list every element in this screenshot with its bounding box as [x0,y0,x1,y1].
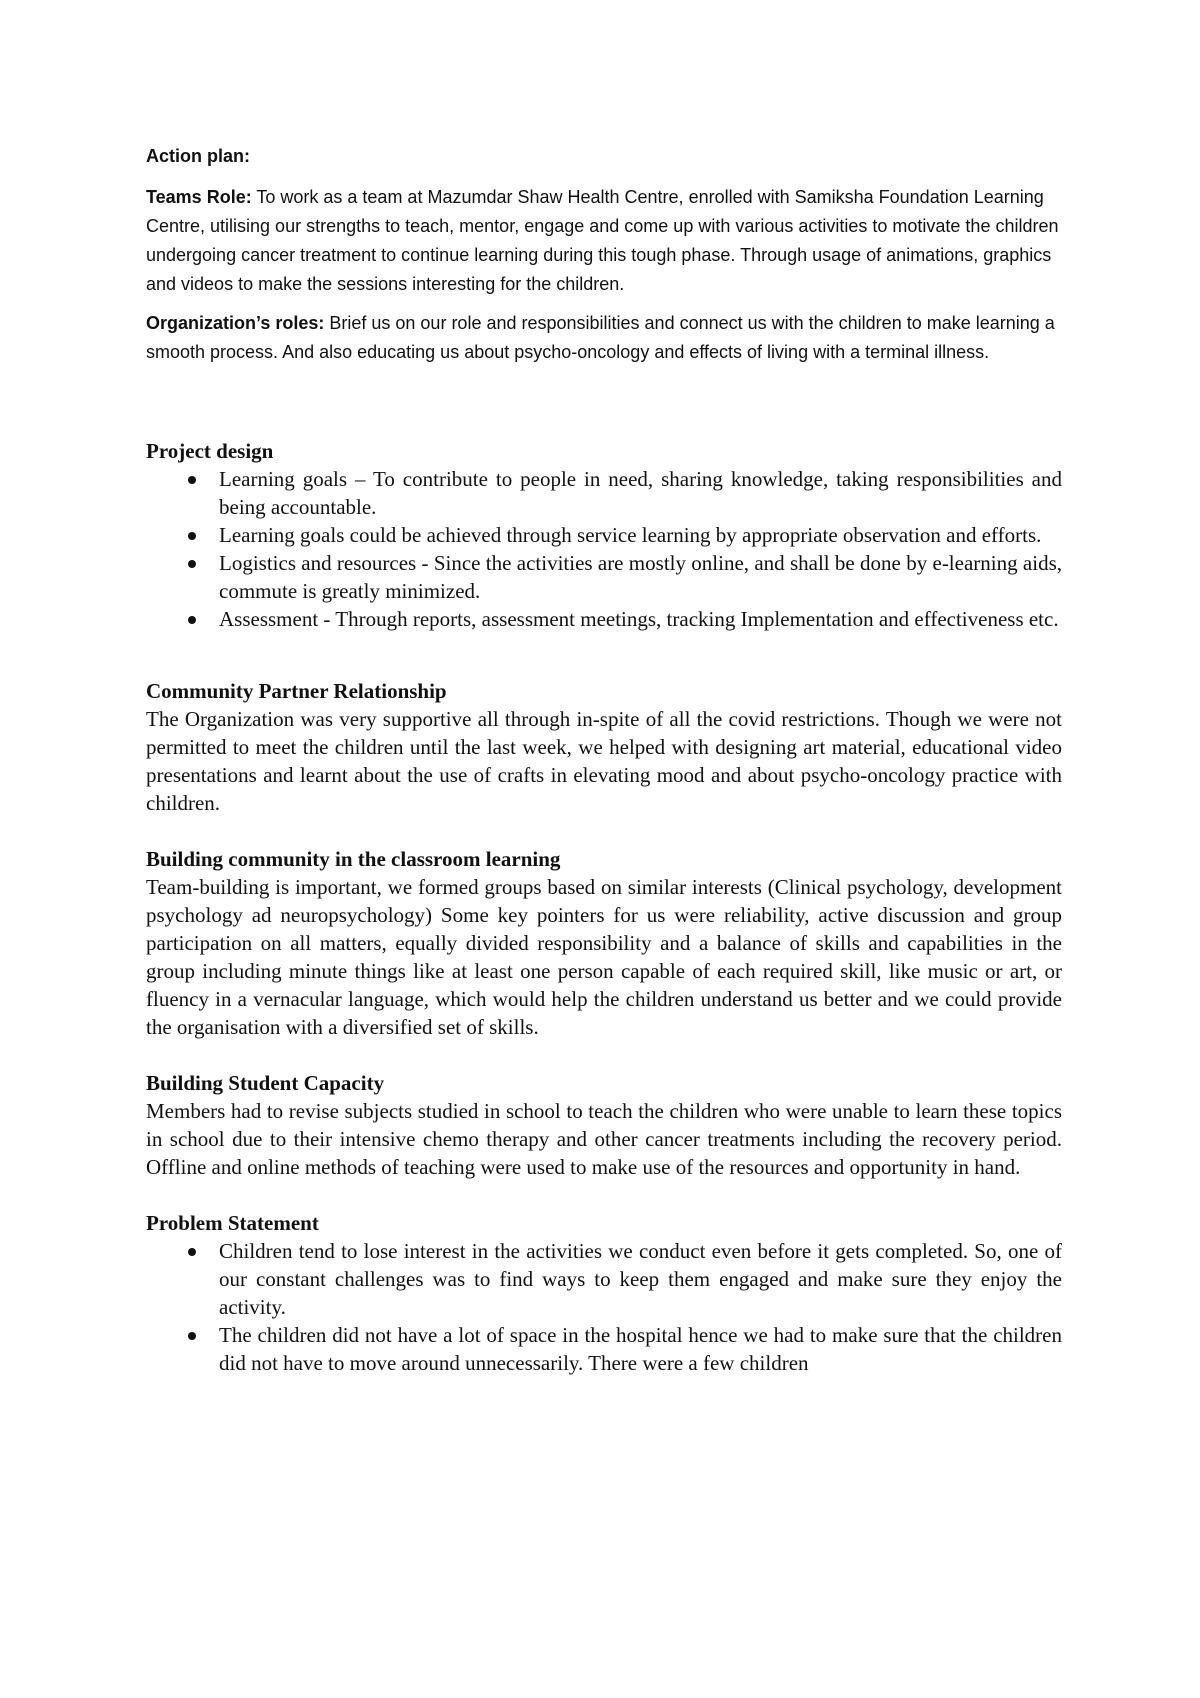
list-item-text: The children did not have a lot of space in the hospital hence we had to make sure that the children did not have to move around unnecessarily. There were a few children [219,1323,1062,1375]
community-partner-section [146,677,1062,817]
action-plan-section [146,142,1062,367]
project-design-list [146,465,1062,633]
list-item [146,549,1062,605]
problem-statement-heading: Problem Statement [146,1211,319,1235]
building-community-section [146,845,1062,1041]
organization-roles-text: Brief us on our role and responsibilities and connect us with the children to make learning a smooth process. And also educating us about psycho-oncology and effects of living with a terminal illness. [146,313,1055,362]
community-partner-text: The Organization was very supportive all through in-spite of all the covid restrictions. Though we were not permitted to meet the children until the last week, we helped with designing art material, educational video presentations and learnt about the use of crafts in elevating mood and about psycho-oncology practice with children. [146,707,1062,815]
building-community-heading: Building community in the classroom learning [146,847,561,871]
bullet-icon [188,476,196,484]
problem-statement-section [146,1209,1062,1377]
organization-roles-paragraph [146,309,1062,367]
problem-statement-list [146,1237,1062,1377]
building-capacity-text: Members had to revise subjects studied in school to teach the children who were unable to learn these topics in school due to their intensive chemo therapy and other cancer treatments including the recovery period. Offline and online methods of teaching were used to make use of the resources and opportunity in hand. [146,1099,1062,1179]
building-capacity-heading: Building Student Capacity [146,1071,385,1095]
project-design-heading: Project design [146,439,274,463]
list-item [146,1237,1062,1321]
bullet-icon [188,1332,196,1340]
teams-role-paragraph [146,183,1062,299]
list-item-text: Logistics and resources - Since the activities are mostly online, and shall be done by e-learning aids, commute is greatly minimized. [219,551,1062,603]
bullet-icon [188,532,196,540]
list-item [146,605,1062,633]
list-item [146,465,1062,521]
bullet-icon [188,616,196,624]
list-item [146,521,1062,549]
list-item-text: Assessment - Through reports, assessment meetings, tracking Implementation and effectiveness etc. [219,607,1059,631]
list-item-text: Learning goals could be achieved through service learning by appropriate observation and efforts. [219,523,1042,547]
teams-role-text: To work as a team at Mazumdar Shaw Health Centre, enrolled with Samiksha Foundation Learning Centre, utilising our strengths to teach, mentor, engage and come up with various activities to motivate the children undergoing cancer treatment to continue learning during this tough phase. Through usage of animations, graphics and videos to make the sessions interesting for the children. [146,187,1059,294]
project-design-section [146,437,1062,633]
bullet-icon [188,560,196,568]
action-plan-title: Action plan: [146,146,250,166]
list-item [146,1321,1062,1377]
community-partner-heading: Community Partner Relationship [146,679,447,703]
page-content [146,142,1062,1377]
building-capacity-section [146,1069,1062,1181]
list-item-text: Learning goals – To contribute to people in need, sharing knowledge, taking responsibilities and being accountable. [219,467,1062,519]
teams-role-label: Teams Role: [146,187,252,207]
building-community-text: Team-building is important, we formed groups based on similar interests (Clinical psychology, development psychology ad neuropsychology) Some key pointers for us were reliability, active discussion and group participation on all matters, equally divided responsibility and a balance of skills and capabilities in the group including minute things like at least one person capable of each required skill, like music or art, or fluency in a vernacular language, which would help the children understand us better and we could provide the organisation with a diversified set of skills. [146,875,1062,1039]
list-item-text: Children tend to lose interest in the activities we conduct even before it gets completed. So, one of our constant challenges was to find ways to keep them engaged and make sure they enjoy the activity. [219,1239,1062,1319]
bullet-icon [188,1248,196,1256]
organization-roles-label: Organization’s roles: [146,313,325,333]
